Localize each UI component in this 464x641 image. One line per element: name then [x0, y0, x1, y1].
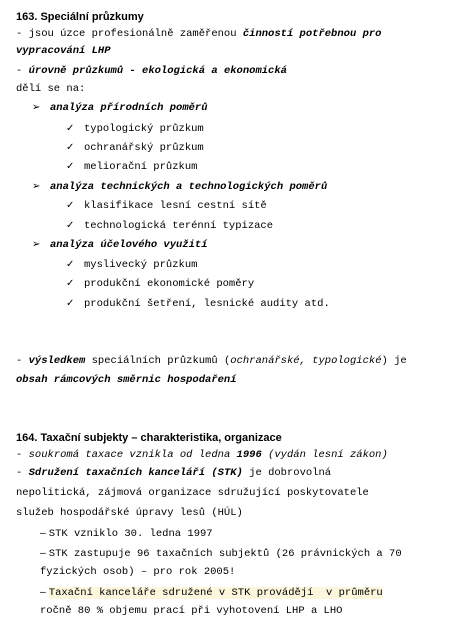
group-2-title: analýza technických a technologických poměrů	[50, 181, 328, 193]
section-164-dash-item-2: – STK zastupuje 96 taxačních subjektů (26 právnických a 70	[40, 547, 402, 560]
section-164-line-1: - soukromá taxace vznikla od ledna 1996 (vydán lesní zákon)	[16, 449, 388, 461]
group-2-item-1: klasifikace lesní cestní sítě	[84, 200, 267, 212]
section-163-line-1: - jsou úzce profesionálně zaměřenou činností potřebnou pro	[16, 28, 382, 40]
section-163-heading: 163. Speciální průzkumy	[16, 11, 144, 23]
check-icon: ✓	[66, 200, 75, 211]
section-163-line-2: vypracování LHP	[16, 45, 111, 57]
section-164-dash-item-3-cont: ročně 80 % objemu prací při vyhotovení LHP a LHO	[40, 605, 343, 617]
section-164-dash-item-1: – STK vzniklo 30. ledna 1997	[40, 527, 213, 540]
section-163-result-line-2: obsah rámcových směrnic hospodaření	[16, 374, 237, 386]
section-163-result-line-1: - výsledkem speciálních průzkumů (ochranářské, typologické) je	[16, 355, 407, 367]
check-icon: ✓	[66, 298, 75, 309]
group-3-item-1: myslivecký průzkum	[84, 259, 198, 271]
group-1-title: analýza přírodních poměrů	[50, 102, 208, 114]
group-3-item-3: produkční šetření, lesnické audity atd.	[84, 298, 330, 310]
section-164-line-3: nepolitická, zájmová organizace sdružující poskytovatele	[16, 487, 369, 499]
section-164-heading: 164. Taxační subjekty – charakteristika, organizace	[16, 432, 282, 444]
group-3-item-2: produkční ekonomické poměry	[84, 278, 255, 290]
check-icon: ✓	[66, 142, 75, 153]
section-164-dash-item-3: – Taxační kanceláře sdružené v STK provádějí v průměru	[40, 586, 383, 599]
arrow-bullet-icon: ➢	[32, 181, 41, 192]
section-164-line-2: - Sdružení taxačních kanceláří (STK) je dobrovolná	[16, 467, 332, 479]
check-icon: ✓	[66, 123, 75, 134]
section-163-line-3: - úrovně průzkumů - ekologická a ekonomická	[16, 65, 287, 77]
arrow-bullet-icon: ➢	[32, 102, 41, 113]
group-2-item-2: technologická terénní typizace	[84, 220, 274, 232]
check-icon: ✓	[66, 220, 75, 231]
group-1-item-2: ochranářský průzkum	[84, 142, 204, 154]
check-icon: ✓	[66, 161, 75, 172]
section-163-line-4: dělí se na:	[16, 83, 86, 95]
check-icon: ✓	[66, 259, 75, 270]
check-icon: ✓	[66, 278, 75, 289]
arrow-bullet-icon: ➢	[32, 239, 41, 250]
section-164-line-4: služeb hospodářské úpravy lesů (HÚL)	[16, 507, 243, 519]
section-164-dash-item-2-cont: fyzických osob) – pro rok 2005!	[40, 566, 236, 578]
group-1-item-3: meliorační průzkum	[84, 161, 198, 173]
group-3-title: analýza účelového využití	[50, 239, 208, 251]
group-1-item-1: typologický průzkum	[84, 123, 204, 135]
